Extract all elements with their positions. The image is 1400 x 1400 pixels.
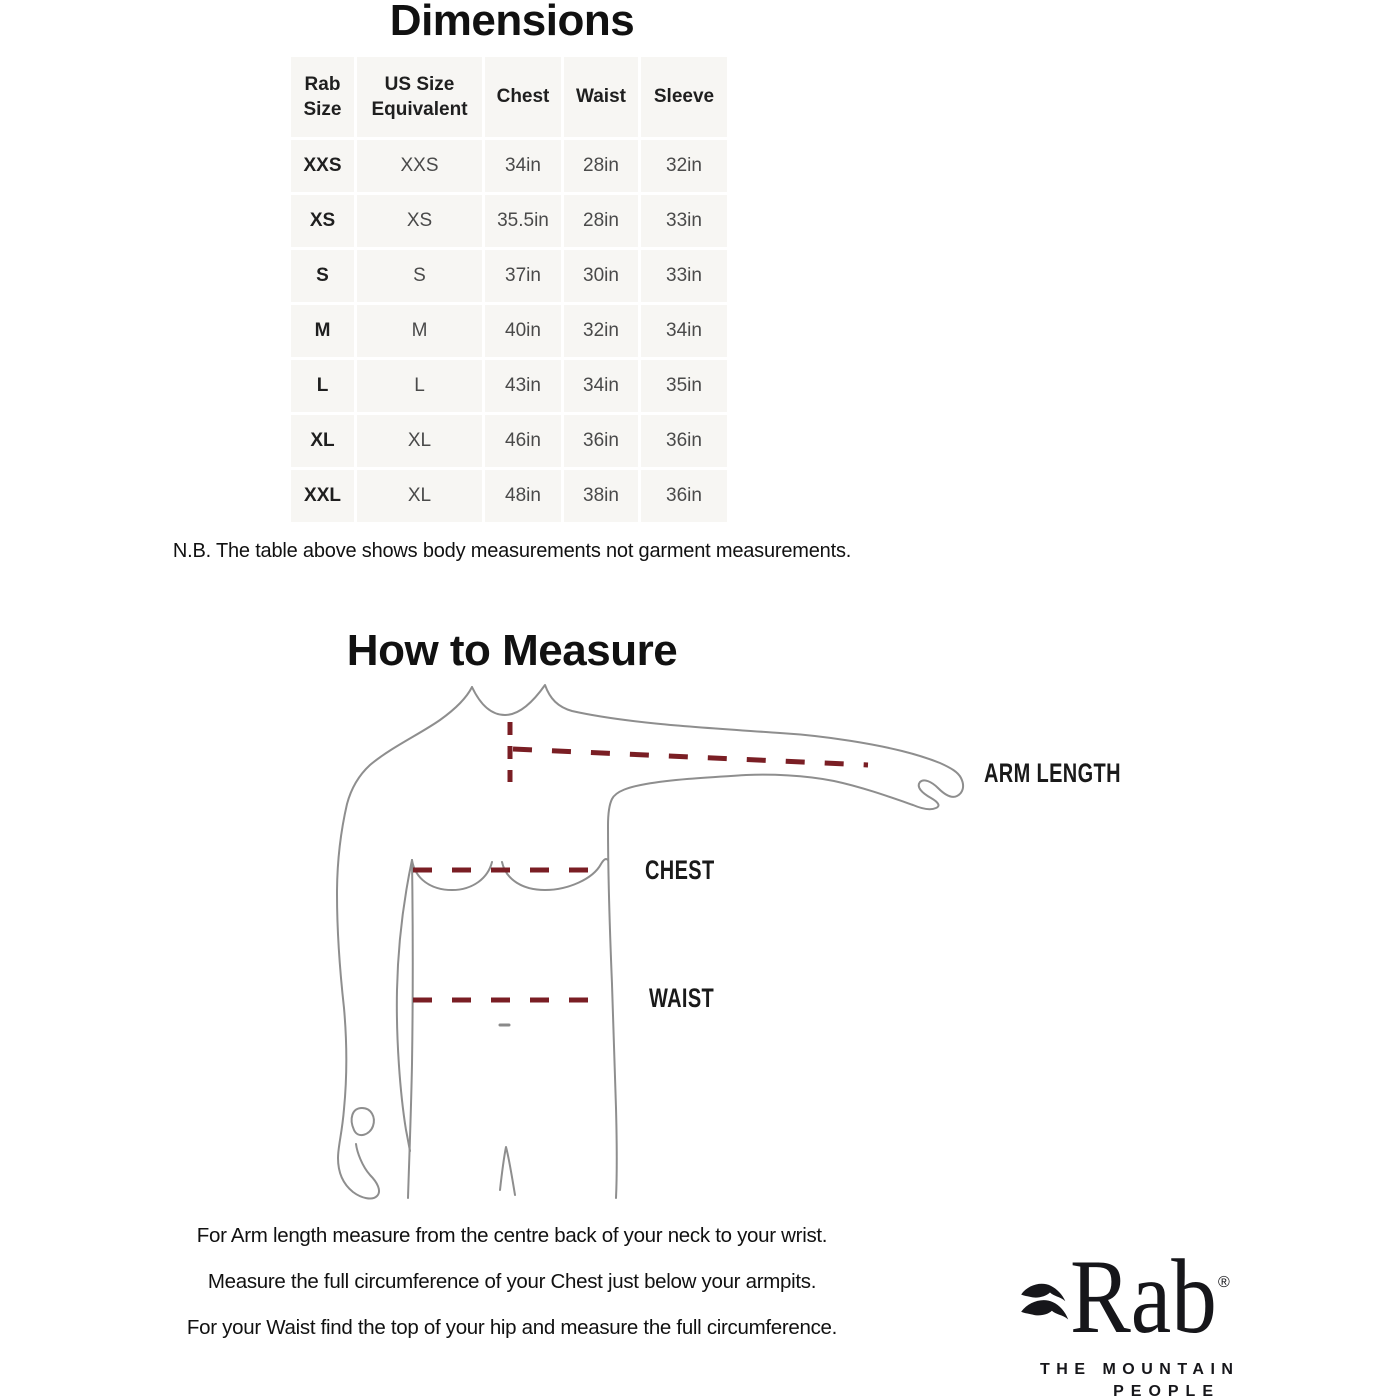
tagline-line-1: THE MOUNTAIN xyxy=(1040,1361,1240,1378)
how-to-measure-title: How to Measure xyxy=(346,626,678,675)
table-cell: XXL xyxy=(291,470,354,522)
figure-right-pec-path xyxy=(502,859,608,890)
arm-length-label: ARM LENGTH xyxy=(984,758,1121,788)
table-cell: 37in xyxy=(485,250,561,302)
table-cell: 48in xyxy=(485,470,561,522)
registered-trademark-symbol: ® xyxy=(1218,1274,1230,1291)
table-cell: 46in xyxy=(485,415,561,467)
table-cell: 33in xyxy=(641,250,727,302)
col-header-waist: Waist xyxy=(564,57,638,137)
table-cell: L xyxy=(291,360,354,412)
chest-label: CHEST xyxy=(645,855,715,885)
rab-brand-logo xyxy=(1012,1238,1242,1400)
table-cell: XS xyxy=(357,195,482,247)
col-header-sleeve: Sleeve xyxy=(641,57,727,137)
table-cell: 32in xyxy=(564,305,638,357)
figure-left-thumb-path xyxy=(352,1108,374,1135)
table-cell: 36in xyxy=(641,470,727,522)
body-measurements-note: N.B. The table above shows body measurements not garment measurements. xyxy=(172,540,852,562)
body-measurement-figure xyxy=(330,678,990,1208)
figure-crotch-path xyxy=(500,1147,515,1195)
table-cell: XL xyxy=(357,470,482,522)
table-cell: XL xyxy=(291,415,354,467)
table-cell: 35in xyxy=(641,360,727,412)
table-cell: XXS xyxy=(291,140,354,192)
table-cell: 34in xyxy=(564,360,638,412)
instruction-waist: For your Waist find the top of your hip and measure the full circumference. xyxy=(186,1316,838,1339)
table-cell: 34in xyxy=(641,305,727,357)
table-cell: XXS xyxy=(357,140,482,192)
table-cell: 34in xyxy=(485,140,561,192)
table-cell: XL xyxy=(357,415,482,467)
table-cell: S xyxy=(357,250,482,302)
figure-right-outline-path xyxy=(472,685,963,1198)
table-cell: 33in xyxy=(641,195,727,247)
table-cell: 32in xyxy=(641,140,727,192)
figure-torso-left-path xyxy=(408,860,413,1198)
table-cell: 35.5in xyxy=(485,195,561,247)
table-cell: 40in xyxy=(485,305,561,357)
col-header-us-size: US Size Equivalent xyxy=(357,57,482,137)
tagline-line-2: PEOPLE xyxy=(1113,1383,1220,1400)
table-cell: 36in xyxy=(641,415,727,467)
col-header-chest: Chest xyxy=(485,57,561,137)
arm-length-measure-line xyxy=(513,749,868,765)
table-cell: S xyxy=(291,250,354,302)
instruction-chest: Measure the full circumference of your Chest just below your armpits. xyxy=(207,1270,817,1293)
table-cell: M xyxy=(291,305,354,357)
table-cell: 43in xyxy=(485,360,561,412)
table-cell: XS xyxy=(291,195,354,247)
table-cell: M xyxy=(357,305,482,357)
waist-label: WAIST xyxy=(649,983,715,1013)
table-cell: 38in xyxy=(564,470,638,522)
figure-left-pec-path xyxy=(412,860,492,890)
table-cell: 28in xyxy=(564,195,638,247)
dimensions-title: Dimensions xyxy=(389,0,635,45)
table-cell: 28in xyxy=(564,140,638,192)
rab-wordmark: Rab xyxy=(1070,1238,1217,1355)
instruction-arm-length: For Arm length measure from the centre back of your neck to your wrist. xyxy=(196,1224,828,1247)
size-table xyxy=(291,57,727,522)
table-cell: 30in xyxy=(564,250,638,302)
col-header-rab-size: Rab Size xyxy=(291,57,354,137)
table-cell: 36in xyxy=(564,415,638,467)
table-cell: L xyxy=(357,360,482,412)
figure-inner-arm-path xyxy=(397,860,412,1151)
